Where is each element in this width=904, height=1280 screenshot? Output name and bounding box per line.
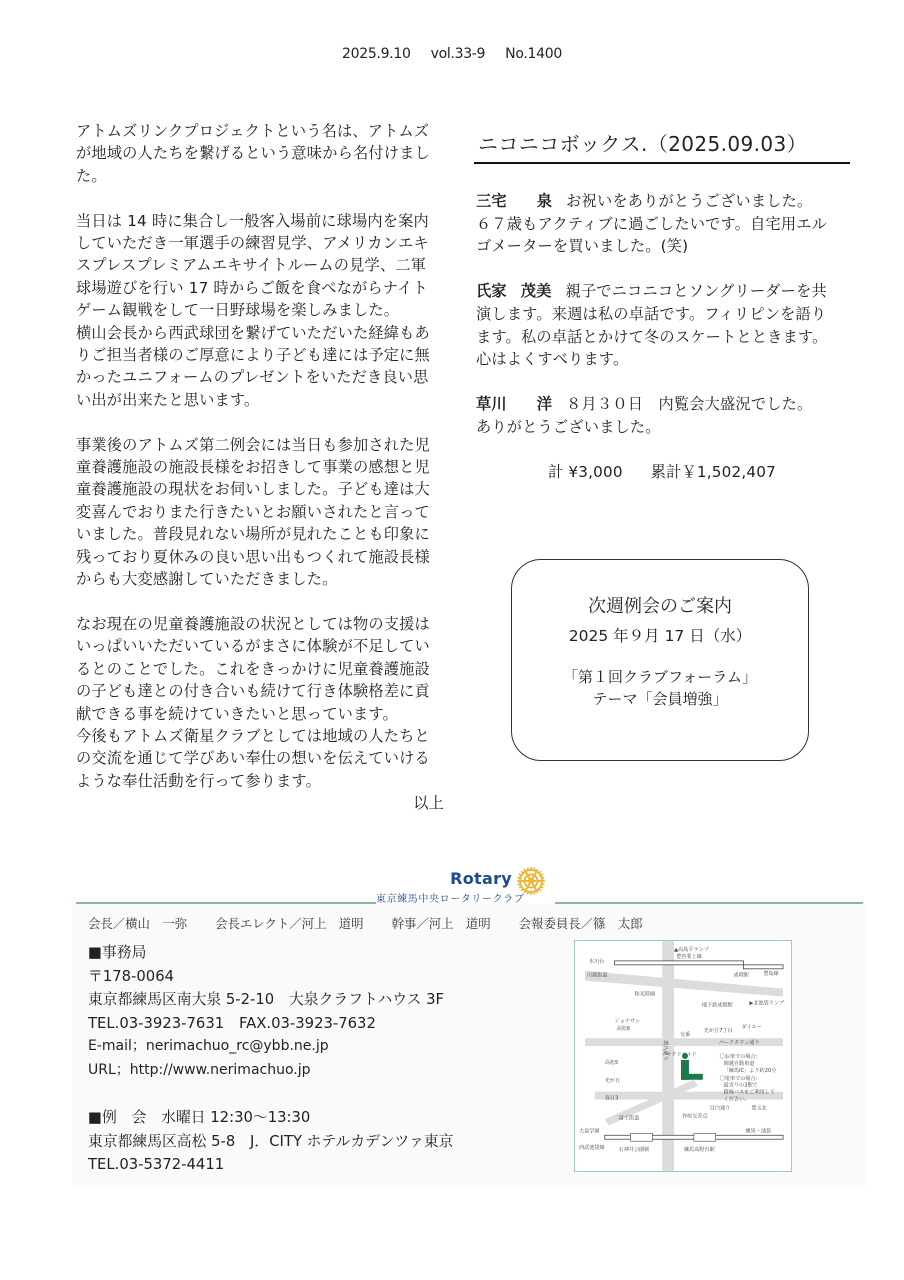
article-line: 球場遊びを行い 17 時からご飯を食べながらナイト (76, 278, 428, 297)
member-name: 三宅 泉 (476, 192, 553, 210)
map-label: 練馬・池袋 (745, 1128, 772, 1135)
wheel-tooth (541, 887, 543, 888)
office-heading: ■事務局 (88, 944, 147, 961)
map-label: 高松5 (604, 1059, 619, 1066)
article-line: 残っており夏休みの良い思い出もつくれて施設長様 (76, 547, 430, 566)
map-label: 谷原交差点 (682, 1113, 708, 1120)
meeting-tel: TEL.03-5372-4411 (88, 1156, 225, 1174)
entry-line: ます。私の卓話とかけて冬のスケートとときます。 (476, 327, 828, 346)
total-amount: 計 ¥3,000 (547, 463, 623, 482)
map-label: 豊島線 (763, 970, 779, 977)
article-line: 横山会長から西武球団を繋げていただいた経緯もあ (76, 323, 430, 342)
map-label: 「練馬IC」より約20分 (723, 1067, 777, 1074)
officer: 会長エレクト／河上 道明 (215, 916, 364, 931)
wheel-tooth (519, 887, 521, 888)
article-line: 献できる事を続けていきたいと思っています。 (76, 704, 398, 723)
rotary-logo (360, 866, 550, 908)
article-line: い出が出来たと思います。 (76, 390, 260, 409)
article-paragraph (76, 434, 448, 591)
map-label: 光が丘 (604, 1077, 621, 1084)
wheel-tooth (524, 869, 525, 871)
member-name: 草川 洋 (476, 395, 553, 414)
paragraph-gap (76, 591, 448, 613)
article-line: していただき一軍選手の練習見学、アメリカンエキ (76, 234, 429, 253)
article-closing: 以上 (413, 794, 444, 813)
nikoniko-title: ニコニコボックス.（2025.09.03） (474, 130, 850, 164)
paragraph-gap (76, 187, 448, 209)
entry-line: ゴメーターを買いました。(笑) (476, 237, 689, 256)
office-email[interactable]: E-mail；nerimachuo_rc@ybb.ne.jp (88, 1038, 329, 1055)
map-railway-top (615, 961, 783, 969)
wheel-tooth (539, 871, 541, 873)
officers-list (88, 914, 671, 934)
map-railway-bottom (605, 1133, 783, 1141)
article-line: た。 (76, 166, 107, 185)
article-line: りご担当者様のご厚意により子ども達には予定に無 (76, 346, 430, 365)
map-label: ▲高島平ランプ (674, 946, 709, 953)
map-label: 和光陸園 (634, 991, 656, 998)
article-line: 当日は 14 時に集合し一般客入場前に球場内を案内 (76, 211, 429, 230)
wheel-tooth (519, 874, 521, 875)
next-meeting-date: 2025 年９月 17 日（水） (568, 627, 752, 645)
map-label: 成増駅 (733, 972, 749, 979)
divider-left (76, 902, 376, 904)
office-postal: 〒178-0064 (88, 967, 175, 985)
nikoniko-entry (476, 393, 848, 438)
meeting-heading: ■例 会 水曜日 12:30～13:30 (88, 1109, 311, 1127)
article-line: 童養護施設の現状をお伺いしました。子ども達は大 (76, 480, 430, 499)
nikoniko-totals (476, 461, 848, 484)
access-map (574, 940, 792, 1172)
office-url[interactable]: URL；http://www.nerimachuo.jp (88, 1061, 311, 1078)
rotary-wordmark: Rotary (450, 869, 512, 888)
map-label: 大泉学園 (578, 1128, 600, 1135)
nikoniko-body (476, 190, 848, 484)
article-line: の子ども達との付き合いも続けて行き体験格差に貢 (76, 682, 430, 701)
map-label: ダイエー (741, 1024, 762, 1031)
map-label: 豊玉北 (751, 1105, 767, 1112)
entry-line: ありがとうございました。 (476, 417, 661, 436)
article-line: いました。普段見れない場所が見れたことも印象に (76, 525, 430, 544)
map-label: 練馬高野台駅 (683, 1147, 715, 1154)
map-label: 地下鉄成増駅 (701, 1002, 733, 1009)
article-line: 事業後のアトムズ第二例会には当日も参加された児 (76, 435, 430, 454)
map-label: 環八通り (662, 1040, 669, 1061)
article-line: かったユニフォームのプレゼントをいただき良い思 (76, 368, 429, 387)
issue-header (0, 46, 904, 62)
article-line: アトムズリンクプロジェクトという名は、アトムズ (76, 122, 430, 140)
next-meeting-heading: 次週例会のご案内 (588, 596, 732, 617)
office-tel-fax: TEL.03-3923-7631 FAX.03-3923-7632 (88, 1014, 376, 1032)
map-label: 〇電車での場合： (719, 1075, 761, 1082)
wheel-tooth (534, 892, 535, 895)
map-label: 豊営業上線 (676, 953, 702, 960)
wheel-tooth (527, 892, 528, 895)
article-line: 今後もアトムズ衛星クラブとしては地域の人たちと (76, 726, 430, 745)
map-drawing (575, 941, 791, 1171)
map-label: 氷川台 (588, 958, 605, 965)
entry-line: ８月３０日 内覧会大盛況でした。 (566, 395, 813, 414)
issue-number: No.1400 (505, 46, 562, 62)
next-meeting-theme: テーマ「会員増強」 (592, 690, 728, 708)
issue-volume: vol.33-9 (430, 46, 486, 62)
entry-line: 心はよくすべります。 (476, 350, 629, 369)
article-body (76, 120, 448, 815)
wheel-tooth (518, 884, 521, 885)
entry-line: 親子でニコニコとソングリーダーを共 (565, 282, 827, 301)
officer: 会長／横山 一弥 (88, 916, 188, 931)
article-paragraph (76, 210, 448, 412)
wheel-tooth (537, 891, 538, 893)
map-label: 富士街道 (618, 1115, 640, 1122)
article-line: 変喜んでおりまた行きたいとお願いされたと言って (76, 502, 430, 521)
map-label: ▶北池袋ランプ (749, 1000, 785, 1007)
entry-line: お祝いをありがとうございました。 (566, 192, 813, 210)
officer: 幹事／河上 道明 (391, 916, 491, 931)
office-address: 東京都練馬区南大泉 5-2-10 大泉クラフトハウス 3F (88, 991, 445, 1009)
map-label: 石神井公園駅 (618, 1147, 650, 1154)
wheel-tooth (527, 868, 528, 871)
map-label: 目白通り (709, 1105, 731, 1112)
issue-date: 2025.9.10 (342, 46, 411, 62)
article-line: いっぱいいただいているがまさに体験が不足してい (76, 637, 430, 656)
next-meeting-box (511, 559, 809, 761)
nikoniko-entry (476, 190, 848, 258)
wheel-tooth (541, 874, 543, 875)
map-label: 〇お車での場合： (719, 1053, 761, 1060)
map-label: 川越街道 (586, 972, 608, 979)
wheel-tooth (542, 877, 545, 878)
wheel-tooth (537, 869, 538, 871)
entry-line: ６７歳もアクティブに過ごしたいです。自宅用エル (476, 214, 828, 233)
map-road-kawagoe (585, 971, 783, 997)
nikoniko-entry (476, 280, 848, 370)
map-label: 春日3 (604, 1095, 619, 1102)
article-line: 童養護施設の施設長様をお招きして事業の感想と児 (76, 458, 430, 477)
map-label: マクドナルド (666, 1052, 697, 1058)
map-label: ジョナサン (614, 1018, 640, 1025)
article-line: が地域の人たちを繋げるという意味から名付けまし (76, 144, 430, 163)
article-line: の交流を通じて学びあい奉仕の想いを伝えていける (76, 749, 430, 768)
article-line: ゲーム観戦をして一日野球場を楽しみました。 (76, 301, 400, 320)
office-info (88, 941, 453, 1177)
club-name: 東京練馬中央ロータリークラブ (376, 894, 525, 905)
next-meeting-program: 「第１回クラブフォーラム」 (562, 668, 758, 686)
member-name: 氏家 茂美 (476, 282, 552, 301)
article-line: からも大変感謝していただきました。 (76, 570, 338, 589)
wheel-tooth (539, 889, 541, 891)
map-label: 路線バスをご利用して (723, 1089, 776, 1096)
map-label: 交番 (680, 1032, 691, 1039)
map-label: 最寄りの3駅で (723, 1082, 758, 1089)
wheel-tooth (542, 884, 545, 885)
officer: 会報委員長／篠 太郎 (518, 916, 643, 931)
article-paragraph (76, 613, 448, 792)
map-label: ください。 (723, 1096, 750, 1103)
article-line: スプレスプレミアムエキサイトルームの見学、二軍 (76, 256, 427, 275)
wheel-tooth (534, 868, 535, 871)
divider-right (555, 902, 863, 904)
article-line: なお現在の児童養護施設の状況としては物の支援は (76, 614, 430, 633)
paragraph-gap (76, 411, 448, 433)
wheel-tooth (518, 877, 521, 878)
article-line: ような奉仕活動を行って参ります。 (76, 771, 321, 790)
entry-line: 演します。来週は私の卓話です。フィリピンを語り (476, 304, 827, 323)
cumulative-amount: 累計￥1,502,407 (650, 463, 777, 482)
wheel-tooth (521, 871, 523, 873)
map-label: 関越自動車道 (723, 1060, 755, 1067)
article-paragraph (76, 120, 448, 187)
map-label: 高松6 (616, 1026, 631, 1033)
map-label: パークタウン通り (718, 1040, 760, 1047)
article-line: るとのことでした。これをきっかけに児童養護施設 (76, 659, 430, 678)
meeting-address: 東京都練馬区高松 5-8 J．CITY ホテルカデンツァ東京 (88, 1132, 454, 1150)
map-label: 西武池袋線 (578, 1145, 605, 1152)
map-label: 光が丘7丁目 (703, 1028, 733, 1035)
